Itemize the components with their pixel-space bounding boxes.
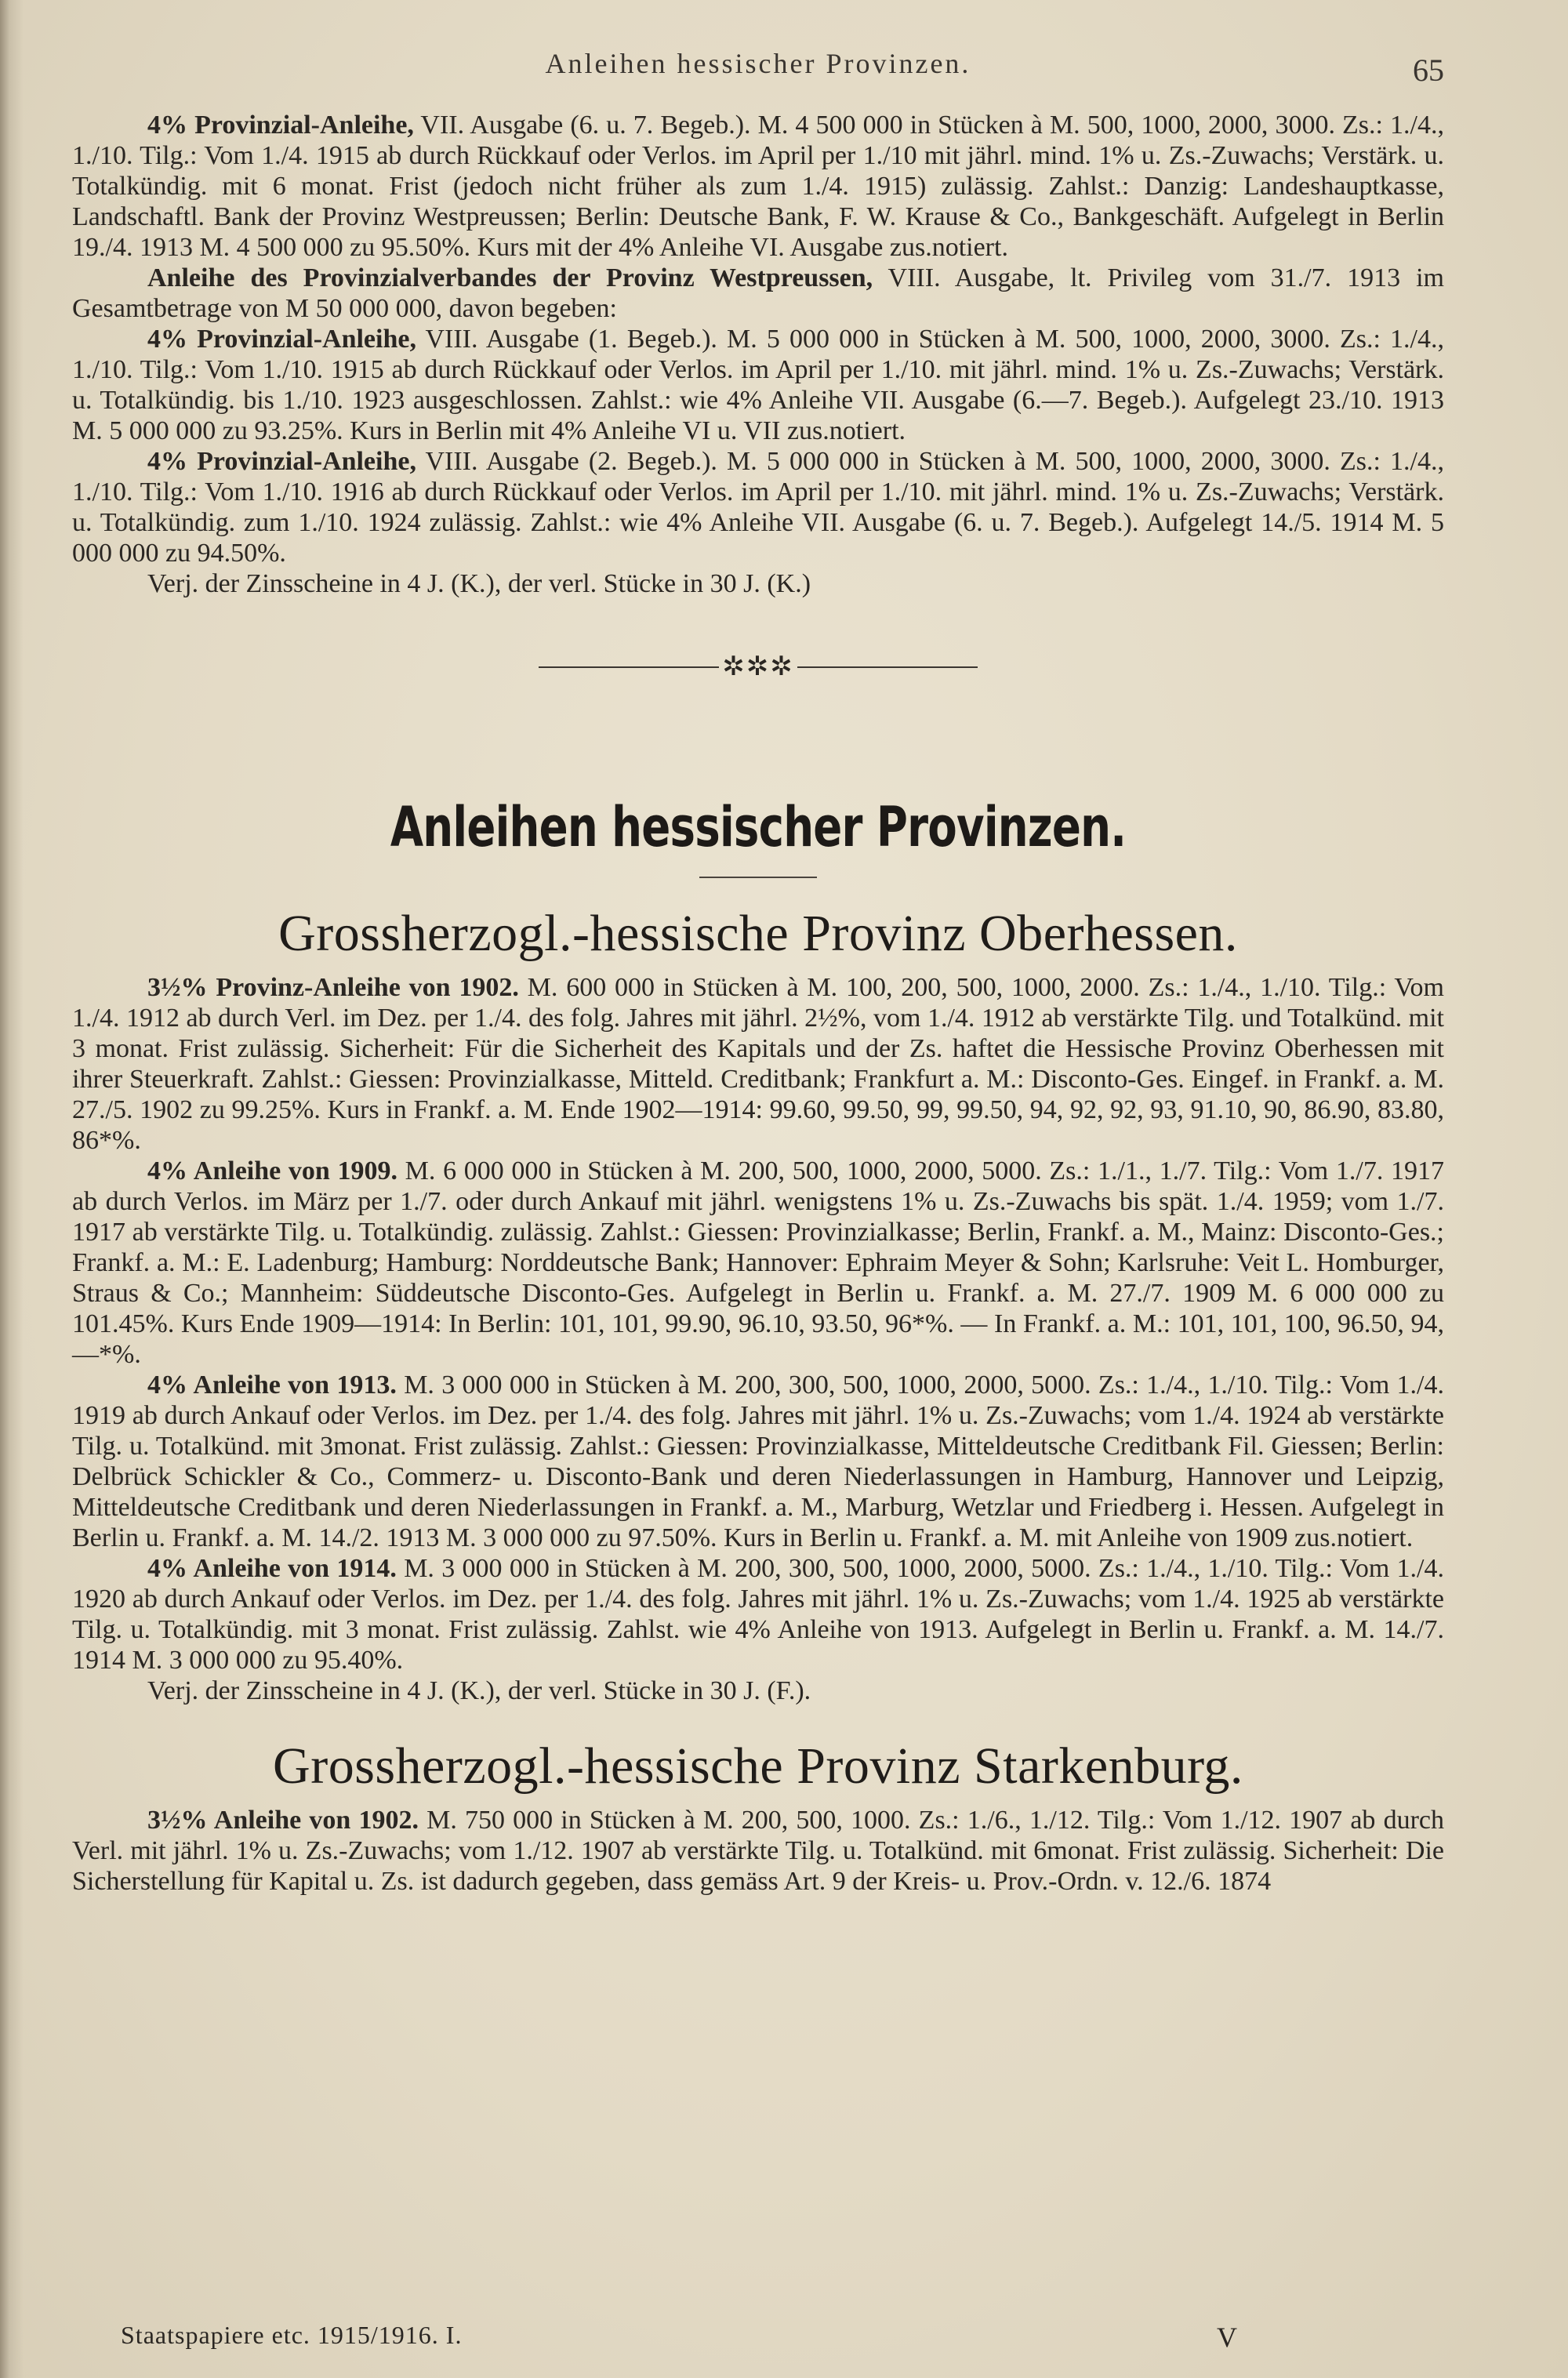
- paragraph-body: VIII. Ausgabe (1. Begeb.). M. 5 000 000 in Stücken à M. 500, 1000, 2000, 3000. Zs.: 1./4., 1./10. Tilg.: Vom 1./10. 1915 ab durch Rückkauf oder Verlos. im April per 1./10. mit jährl. mind. 1% u. Zs.-Zuwachs; Verstärk. u. Totalkündig. bis 1./10. 1923 ausgeschlossen. Zahlst.: wie 4% Anleihe VII. Ausgabe (6.—7. Begeb.). Aufgelegt 23./10. 1913 M. 5 000 000 zu 93.25%. Kurs in Berlin mit 4% Anleihe VI u. VII zus.notiert.: [72, 325, 1444, 445]
- ornament-mark: ✲✲✲: [722, 652, 794, 681]
- paragraph-lead: 4% Provinzial-Anleihe,: [147, 447, 416, 476]
- paragraph-anleihe-viii-2: [72, 446, 1444, 568]
- page-edge-shadow: [0, 0, 24, 2378]
- paragraph-lead: 4% Anleihe von 1913.: [147, 1371, 397, 1400]
- paragraph-anleihe-1914: [72, 1553, 1444, 1675]
- section-title-starkenburg: Grossherzogl.-hessische Provinz Starkenburg.: [273, 1737, 1243, 1795]
- footer-sheet-mark: V: [1217, 2322, 1237, 2353]
- page-footer: [72, 2321, 1444, 2352]
- paragraph-body: M. 6 000 000 in Stücken à M. 200, 500, 1000, 2000, 5000. Zs.: 1./1., 1./7. Tilg.: Vom 1./7. 1917 ab durch Verlos. im März per 1./7. oder durch Ankauf mit jährl. wenigstens 1% u. Zs.-Zuwachs bis spät. 1./4. 1959; vom 1./7. 1917 ab verstärkte Tilg. u. Totalkündig. zulässig. Zahlst.: Giessen: Provinzialkasse; Berlin, Frankf. a. M., Mainz: Disconto-Ges.; Frankf. a. M.: E. Ladenburg; Hamburg: Norddeutsche Bank; Hannover: Ephraim Meyer & Sohn; Karlsruhe: Veit L. Homburger, Straus & Co.; Mannheim: Süddeutsche Disconto-Ges. Aufgelegt in Berlin u. Frankf. a. M. 27./7. 1909 M. 6 000 000 zu 101.45%. Kurs Ende 1909—1914: In Berlin: 101, 101, 99.90, 96.10, 93.50, 96*%. — In Frankf. a. M.: 101, 101, 100, 96.50, 94, —*%.: [72, 1156, 1445, 1369]
- paragraph-provinzialverband: [72, 263, 1444, 324]
- paragraph-anleihe-1902: [72, 972, 1444, 1156]
- running-head-title: Anleihen hessischer Provinzen.: [545, 48, 971, 79]
- paragraph-lead: Anleihe des Provinzialverbandes der Provinz Westpreussen,: [147, 263, 873, 292]
- paragraph-lead: 3½% Provinz-Anleihe von 1902.: [147, 973, 519, 1002]
- paragraph-verjaehrung: Verj. der Zinsscheine in 4 J. (K.), der verl. Stücke in 30 J. (F.).: [147, 1676, 811, 1705]
- section-title-oberhessen: Grossherzogl.-hessische Provinz Oberhessen.: [278, 905, 1238, 962]
- paragraph-anleihe-vii: [72, 110, 1444, 263]
- paragraph-body: VIII. Ausgabe, lt. Privileg vom 31./7. 1913 im Gesamtbetrage von M 50 000 000, davon begeben:: [72, 263, 1444, 323]
- paragraph-lead: 4% Anleihe von 1909.: [147, 1156, 397, 1185]
- paragraph-body: VIII. Ausgabe (2. Begeb.). M. 5 000 000 in Stücken à M. 500, 1000, 2000, 3000. Zs.: 1./4., 1./10. Tilg.: Vom 1./10. 1916 ab durch Rückkauf oder Verlos. im April per 1./10. mit jährl. mind. 1% u. Zs.-Zuwachs; Verstärk. u. Totalkündig. zum 1./10. 1924 zulässig. Zahlst.: wie 4% Anleihe VII. Ausgabe (6. u. 7. Begeb.). Aufgelegt 14./5. 1914 M. 5 000 000 zu 94.50%.: [72, 447, 1444, 568]
- paragraph-anleihe-1902: [72, 1805, 1444, 1897]
- paragraph-body: M. 3 000 000 in Stücken à M. 200, 300, 500, 1000, 2000, 5000. Zs.: 1./4., 1./10. Tilg.: Vom 1./4. 1920 ab durch Ankauf oder Verlos. im Dez. per 1./4. des folg. Jahres mit jährl. 1% u. Zs.-Zuwachs; vom 1./4. 1925 ab verstärkte Tilg. u. Totalkündig. mit 3 monat. Frist zulässig. Zahlst. wie 4% Anleihe von 1913. Aufgelegt in Berlin u. Frankf. a. M. 14./7. 1914 M. 3 000 000 zu 95.40%.: [72, 1554, 1445, 1675]
- ornament-rule-left: [539, 666, 719, 668]
- paragraph-body: M. 3 000 000 in Stücken à M. 200, 300, 500, 1000, 2000, 5000. Zs.: 1./4., 1./10. Tilg.: Vom 1./4. 1919 ab durch Ankauf oder Verlos. im Dez. per 1./4. des folg. Jahres mit jährl. 1% u. Zs.-Zuwachs; vom 1./4. 1924 ab verstärkte Tilg. u. Totalkünd. mit 3monat. Frist zulässig. Zahlst.: Giessen: Provinzialkasse, Mitteldeutsche Creditbank Fil. Giessen; Berlin: Delbrück Schickler & Co., Commerz- u. Disconto-Bank und deren Niederlassungen in Hamburg, Hannover und Leipzig, Mitteldeutsche Creditbank und deren Niederlassungen in Frankf. a. M., Marburg, Wetzlar und Friedberg i. Hessen. Aufgelegt in Berlin u. Frankf. a. M. 14./2. 1913 M. 3 000 000 zu 97.50%. Kurs in Berlin u. Frankf. a. M. mit Anleihe von 1909 zus.notiert.: [72, 1371, 1445, 1552]
- paragraph-body: VII. Ausgabe (6. u. 7. Begeb.). M. 4 500 000 in Stücken à M. 500, 1000, 2000, 3000. Zs.: 1./4., 1./10. Tilg.: Vom 1./4. 1915 ab durch Rückkauf oder Verlos. im April per 1./10 mit jährl. mind. 1% u. Zs.-Zuwachs; Verstärk. u. Totalkündig. mit 6 monat. Frist (jedoch nicht früher als zum 1./4. 1915) zulässig. Zahlst.: Danzig: Landeshauptkasse, Landschaftl. Bank der Provinz Westpreussen; Berlin: Deutsche Bank, F. W. Krause & Co., Bankgeschäft. Aufgelegt in Berlin 19./4. 1913 M. 4 500 000 zu 95.50%. Kurs mit der 4% Anleihe VI. Ausgabe zus.notiert.: [72, 111, 1445, 262]
- paragraph-anleihe-1913: [72, 1370, 1444, 1553]
- paragraph-lead: 4% Provinzial-Anleihe,: [147, 325, 416, 354]
- paragraph-verjaehrung: Verj. der Zinsscheine in 4 J. (K.), der verl. Stücke in 30 J. (K.): [147, 569, 811, 598]
- paragraph-body: M. 600 000 in Stücken à M. 100, 200, 500, 1000, 2000. Zs.: 1./4., 1./10. Tilg.: Vom 1./4. 1912 ab durch Verl. im Dez. per 1./4. des folg. Jahres mit jährl. 2½%, vom 1./4. 1912 ab verstärkte Tilg. und Totalkünd. mit 3 monat. Frist zulässig. Sicherheit: Für die Sicherheit des Kapitals und der Zs. haftet die Hessische Provinz Oberhessen mit ihrer Steuerkraft. Zahlst.: Giessen: Provinzialkasse, Mitteld. Creditbank; Frankfurt a. M.: Disconto-Ges. Eingef. in Frankf. a. M. 27./5. 1902 zu 99.25%. Kurs in Frankf. a. M. Ende 1902—1914: 99.60, 99.50, 99, 99.50, 94, 92, 92, 93, 91.10, 90, 86.90, 83.80, 86*%.: [72, 973, 1444, 1155]
- title-divider: [699, 877, 817, 878]
- section-starkenburg: [72, 1805, 1444, 1897]
- footer-signature-line: Staatspapiere etc. 1915/1916. I.: [121, 2321, 463, 2349]
- section-oberhessen: [72, 972, 1444, 1706]
- westpreussen-continuation: [72, 110, 1444, 599]
- paragraph-lead: 4% Provinzial-Anleihe,: [147, 111, 414, 140]
- document-page: [72, 47, 1444, 1897]
- paragraph-anleihe-1909: [72, 1156, 1444, 1370]
- paragraph-lead: 4% Anleihe von 1914.: [147, 1554, 397, 1583]
- ornament-rule-right: [797, 666, 978, 668]
- paragraph-anleihe-viii-1: [72, 324, 1444, 446]
- chapter-title: Anleihen hessischer Provinzen.: [390, 795, 1127, 859]
- running-head: [72, 47, 1444, 86]
- page-number: 65: [1413, 53, 1444, 88]
- section-ornament: [539, 652, 978, 681]
- paragraph-body: M. 750 000 in Stücken à M. 200, 500, 1000. Zs.: 1./6., 1./12. Tilg.: Vom 1./12. 1907 ab durch Verl. mit jährl. 1% u. Zs.-Zuwachs; vom 1./12. 1907 ab verstärkte Tilg. u. Totalkünd. mit 6monat. Frist zulässig. Sicherheit: Die Sicherstellung für Kapital u. Zs. ist dadurch gegeben, dass gemäss Art. 9 der Kreis- u. Prov.-Ordn. v. 12./6. 1874: [72, 1806, 1444, 1896]
- paragraph-lead: 3½% Anleihe von 1902.: [147, 1806, 419, 1835]
